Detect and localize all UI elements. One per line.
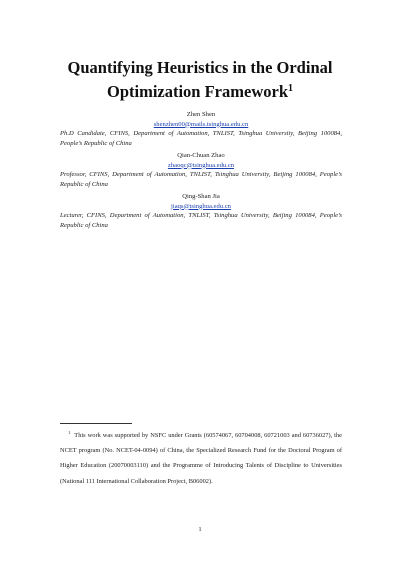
author-block — [60, 110, 342, 233]
author-entry — [60, 110, 342, 148]
paper-title — [50, 56, 350, 104]
author-email — [60, 202, 342, 212]
title-footnote-marker: 1 — [288, 83, 293, 94]
author-entry — [60, 192, 342, 230]
footnote — [60, 428, 342, 489]
author-affiliation: Ph.D Candidate, CFINS, Department of Automation, TNLIST, Tsinghua University, Beijing 100084, People’s Republic of China — [60, 130, 342, 147]
author-name: Qing-Shan Jia — [182, 193, 220, 200]
author-email-link[interactable]: jiaqs@tsinghua.edu.cn — [171, 202, 231, 210]
author-affiliation: Professor, CFINS, Department of Automation, TNLIST, Tsinghua University, Beijing 100084, People’s Republic of China — [60, 171, 342, 188]
footnote-text: This work was supported by NSFC under Grants (60574067, 60704008, 60721003 and 60736027), the NCET program (No. NCET-04-0094) of China, the Specialized Research Fund for the Doctoral Program of Higher Education (20070003110) and the Programme of Introducing Talents of Discipline to Universities (National 111 International Collaboration Project, B06002). — [60, 432, 342, 485]
footnote-marker: 1 — [68, 430, 71, 435]
footnote-rule — [60, 423, 132, 424]
author-email — [60, 120, 342, 130]
author-email — [60, 161, 342, 171]
page-number: 1 — [198, 526, 202, 533]
author-email-link[interactable]: shenzhen00@mails.tsinghua.edu.cn — [153, 120, 249, 128]
paper-title-text: Quantifying Heuristics in the Ordinal Optimization Framework — [67, 58, 333, 101]
author-name: Qian-Chuan Zhao — [177, 152, 225, 159]
author-name: Zhen Shen — [186, 111, 216, 118]
author-entry — [60, 151, 342, 189]
author-email-link[interactable]: zhaoqc@tsinghua.edu.cn — [167, 161, 235, 169]
author-affiliation: Lecturer, CFINS, Department of Automation, TNLIST, Tsinghua University, Beijing 100084, People’s Republic of China — [60, 212, 342, 229]
